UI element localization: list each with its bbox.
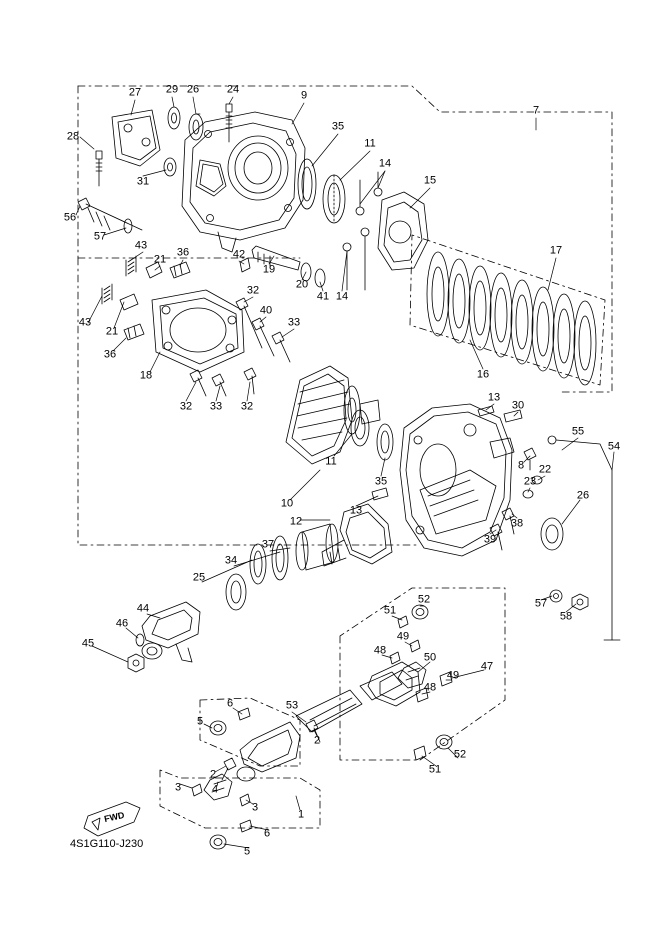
shim-35-lower	[377, 424, 393, 460]
callout-number-55: 55	[571, 425, 585, 438]
nut-58	[572, 594, 588, 610]
plate-d	[490, 273, 512, 357]
spring-43a	[126, 256, 136, 276]
callout-number-36: 36	[103, 348, 117, 361]
callout-number-15: 15	[423, 174, 437, 187]
callout-number-36: 36	[176, 246, 190, 259]
long-bolt-56	[78, 198, 142, 230]
pin-31	[164, 158, 176, 176]
callout-number-43: 43	[134, 239, 148, 252]
callout-number-13: 13	[487, 391, 501, 404]
callout-number-57: 57	[534, 597, 548, 610]
callout-number-27: 27	[128, 86, 142, 99]
callout-number-57: 57	[93, 230, 107, 243]
bolt-33b	[212, 374, 226, 396]
callout-number-49: 49	[396, 630, 410, 643]
callout-number-47: 47	[480, 660, 494, 673]
callout-number-42: 42	[232, 248, 246, 261]
callout-number-29: 29	[165, 83, 179, 96]
callout-number-7: 7	[532, 104, 540, 117]
bolt-14d	[361, 228, 369, 290]
bolt-32a	[236, 298, 262, 348]
callout-number-6: 6	[226, 697, 234, 710]
callout-number-9: 9	[300, 89, 308, 102]
callout-number-18: 18	[139, 369, 153, 382]
callout-number-35: 35	[374, 475, 388, 488]
washer-46	[136, 634, 144, 646]
callout-number-32: 32	[246, 284, 260, 297]
callout-number-19: 19	[262, 263, 276, 276]
plate-f	[532, 287, 554, 371]
plate-c	[469, 266, 491, 350]
callout-number-14: 14	[378, 157, 392, 170]
callout-number-48: 48	[423, 681, 437, 694]
clip-3a	[192, 784, 202, 796]
bolt-32c	[244, 368, 256, 394]
callout-number-38: 38	[510, 517, 524, 530]
bolt-14c	[343, 243, 351, 290]
callout-number-5: 5	[243, 845, 251, 858]
callout-number-6: 6	[263, 827, 271, 840]
callout-number-11: 11	[364, 137, 376, 150]
plate-h	[574, 301, 596, 385]
callout-number-32: 32	[179, 400, 193, 413]
callout-number-16: 16	[476, 368, 490, 381]
callout-number-50: 50	[423, 651, 437, 664]
callout-number-39: 39	[483, 533, 497, 546]
callout-number-28: 28	[66, 130, 80, 143]
washer-41	[315, 269, 325, 287]
clip-6a	[238, 708, 250, 720]
callout-number-33: 33	[209, 400, 223, 413]
bolt-33a	[272, 332, 290, 362]
callout-number-12: 12	[289, 515, 303, 528]
callout-number-1: 1	[297, 808, 305, 821]
callout-number-8: 8	[517, 459, 525, 472]
callout-number-26: 26	[186, 83, 200, 96]
callout-number-24: 24	[226, 83, 240, 96]
callout-number-11: 11	[325, 455, 337, 468]
housing-cover-bracket	[112, 110, 160, 166]
clip-51a	[398, 616, 408, 628]
callout-number-22: 22	[538, 463, 552, 476]
callout-number-20: 20	[295, 278, 309, 291]
bearing-cap-52a	[412, 605, 428, 619]
washer-55	[548, 436, 556, 444]
callout-number-41: 41	[316, 290, 330, 303]
callout-number-58: 58	[559, 610, 573, 623]
bolt-2b	[222, 758, 236, 780]
oil-seal-26	[189, 114, 203, 140]
callout-number-52: 52	[417, 593, 431, 606]
bearing-retainer-18	[152, 290, 244, 372]
washer-57	[124, 219, 132, 233]
plate-a	[427, 252, 449, 336]
callout-number-37: 37	[261, 538, 275, 551]
dashed-group-joint	[340, 588, 505, 760]
breather-8	[524, 448, 536, 470]
callout-number-31: 31	[136, 175, 150, 188]
callout-number-34: 34	[224, 554, 238, 567]
callout-number-2: 2	[313, 734, 321, 747]
pin-21b	[120, 294, 138, 310]
callout-number-14: 14	[335, 290, 349, 303]
spring-36b	[124, 324, 144, 340]
callout-number-49: 49	[446, 669, 460, 682]
gasket-15	[378, 192, 428, 270]
bolt-24	[226, 104, 232, 142]
callout-number-13: 13	[349, 504, 363, 517]
clip-3b	[240, 794, 250, 806]
plate-stack-16-17	[427, 252, 596, 385]
oil-seal-26-right	[541, 518, 563, 550]
callout-number-32: 32	[240, 400, 254, 413]
callout-number-51: 51	[383, 604, 397, 617]
shim-35	[298, 159, 316, 209]
callout-number-5: 5	[196, 715, 204, 728]
callout-number-3: 3	[251, 801, 259, 814]
callout-number-21: 21	[153, 253, 167, 266]
callout-number-3: 3	[174, 781, 182, 794]
plate-g	[553, 294, 575, 378]
yoke-lower-right	[368, 662, 420, 706]
yoke-44	[142, 602, 200, 662]
cap-5b	[210, 835, 226, 849]
leader-lines	[76, 97, 614, 848]
fwd-label: FWD	[103, 809, 126, 825]
bolt-14a	[356, 180, 364, 215]
cap-5a	[210, 721, 226, 735]
bolt-30	[504, 410, 522, 422]
callout-number-44: 44	[136, 602, 150, 615]
part-number-code: 4S1G110-J230	[70, 838, 144, 850]
callout-number-17: 17	[549, 244, 563, 257]
callout-number-54: 54	[607, 440, 621, 453]
callout-number-48: 48	[373, 644, 387, 657]
final-gear-case	[400, 404, 514, 556]
callout-number-33: 33	[287, 316, 301, 329]
callout-number-10: 10	[280, 497, 294, 510]
bolt-28	[96, 151, 102, 186]
callout-number-46: 46	[115, 617, 129, 630]
nut-45	[128, 654, 144, 672]
spring-36a	[170, 262, 190, 278]
plate-e	[511, 280, 533, 364]
plate-b	[448, 259, 470, 343]
callout-number-56: 56	[63, 211, 77, 224]
snap-ring-34	[272, 536, 288, 580]
plug-23	[523, 490, 533, 498]
callout-number-52: 52	[453, 748, 467, 761]
pin-13-lower	[372, 488, 388, 500]
callout-number-26: 26	[576, 489, 590, 502]
yoke-lower-left	[237, 722, 300, 781]
callout-number-43: 43	[78, 316, 92, 329]
callout-number-4: 4	[211, 783, 219, 796]
bearing-cap-52b	[436, 735, 452, 749]
dashed-group-plates	[410, 235, 605, 385]
bolt-32b	[190, 370, 206, 396]
bolt-40	[252, 318, 274, 356]
callout-number-35: 35	[331, 120, 345, 133]
washer-29	[168, 107, 180, 129]
callout-number-45: 45	[81, 637, 95, 650]
callout-number-21: 21	[105, 325, 119, 338]
dashed-group-upper	[78, 83, 612, 392]
callout-number-51: 51	[428, 763, 442, 776]
callout-number-53: 53	[285, 699, 299, 712]
bearing-11-upper	[323, 175, 345, 223]
differential-housing-9	[182, 112, 305, 252]
callout-number-23: 23	[523, 475, 537, 488]
oil-seal-25b	[226, 574, 246, 610]
callout-number-2: 2	[209, 768, 217, 781]
callout-number-40: 40	[259, 304, 273, 317]
spring-43b	[102, 284, 112, 304]
callout-number-25: 25	[192, 571, 206, 584]
callout-number-30: 30	[511, 399, 525, 412]
